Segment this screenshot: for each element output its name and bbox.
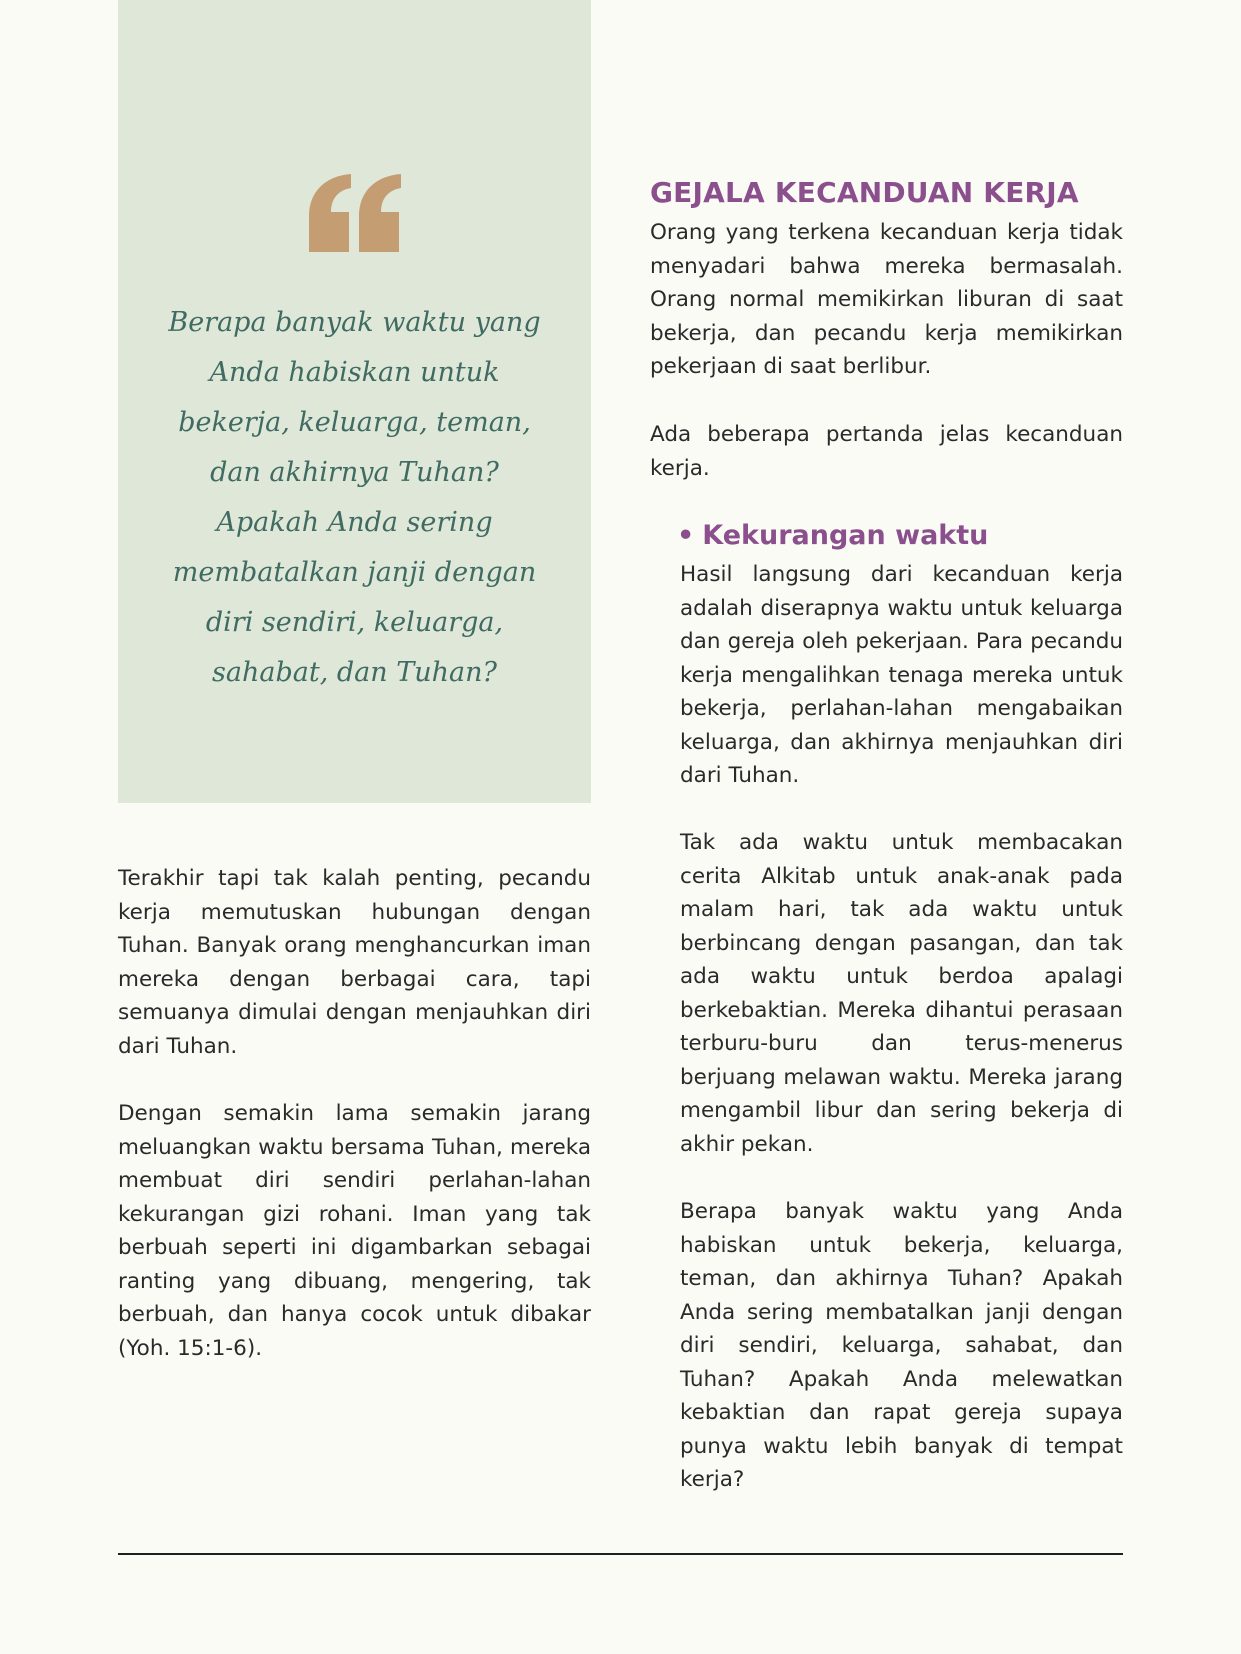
left-paragraph-1: Terakhir tapi tak kalah penting, pecandu kerja memutuskan hubungan dengan Tuhan. Banyak orang menghancurkan iman mereka dengan berbagai cara, tapi semuanya dimulai dengan menjauhkan diri dari Tuhan. bbox=[118, 866, 591, 1059]
right-paragraph-5: Berapa banyak waktu yang Anda habiskan untuk bekerja, keluarga, teman, dan akhirnya Tuhan? Apakah Anda sering membatalkan janji dengan diri sendiri, keluarga, sahabat, dan Tuhan? Apakah Anda melewatkan kebaktian dan rapat gereja supaya punya waktu lebih banyak di tempat kerja? bbox=[680, 1199, 1123, 1492]
subheading-kekurangan-waktu bbox=[677, 520, 989, 551]
pull-quote-text: Berapa banyak waktu yang Anda habiskan untuk bekerja, keluarga, teman, dan akhirnya Tuhan? Apakah Anda sering membatalkan janji dengan diri sendiri, keluarga, sahabat, dan Tuhan? bbox=[168, 307, 541, 688]
right-paragraph-1: Orang yang terkena kecanduan kerja tidak menyadari bahwa mereka bermasalah. Orang normal memikirkan liburan di saat bekerja, dan pecandu kerja memikirkan pekerjaan di saat berlibur. bbox=[650, 220, 1123, 379]
right-paragraph-4: Tak ada waktu untuk membacakan cerita Alkitab untuk anak-anak pada malam hari, tak ada waktu untuk berbincang dengan pasangan, dan tak ada waktu untuk berdoa apalagi berkebaktian. Mereka dihantui perasaan terburu-buru dan terus-menerus berjuang melawan waktu. Mereka jarang mengambil libur dan sering bekerja di akhir pekan. bbox=[680, 830, 1123, 1157]
quotation-mark-icon bbox=[118, 172, 591, 258]
footer-divider bbox=[118, 1553, 1123, 1555]
pull-quote-panel bbox=[118, 0, 591, 803]
left-paragraph-2: Dengan semakin lama semakin jarang meluangkan waktu bersama Tuhan, mereka membuat diri sendiri perlahan-lahan kekurangan gizi rohani. Iman yang tak berbuah seperti ini digambarkan sebagai ranting yang dibuang, mengering, tak berbuah, dan hanya cocok untuk dibakar (Yoh. 15:1-6). bbox=[118, 1101, 591, 1361]
right-paragraph-3: Hasil langsung dari kecanduan kerja adalah diserapnya waktu untuk keluarga dan gereja oleh pekerjaan. Para pecandu kerja mengalihkan tenaga mereka untuk bekerja, perlahan-lahan mengabaikan keluarga, dan akhirnya menjauhkan diri dari Tuhan. bbox=[680, 562, 1123, 788]
section-heading: GEJALA KECANDUAN KERJA bbox=[650, 176, 1079, 209]
subheading-label: Kekurangan waktu bbox=[702, 520, 989, 551]
right-paragraph-2: Ada beberapa pertanda jelas kecanduan kerja. bbox=[650, 422, 1123, 481]
bullet-icon: • bbox=[677, 520, 695, 551]
